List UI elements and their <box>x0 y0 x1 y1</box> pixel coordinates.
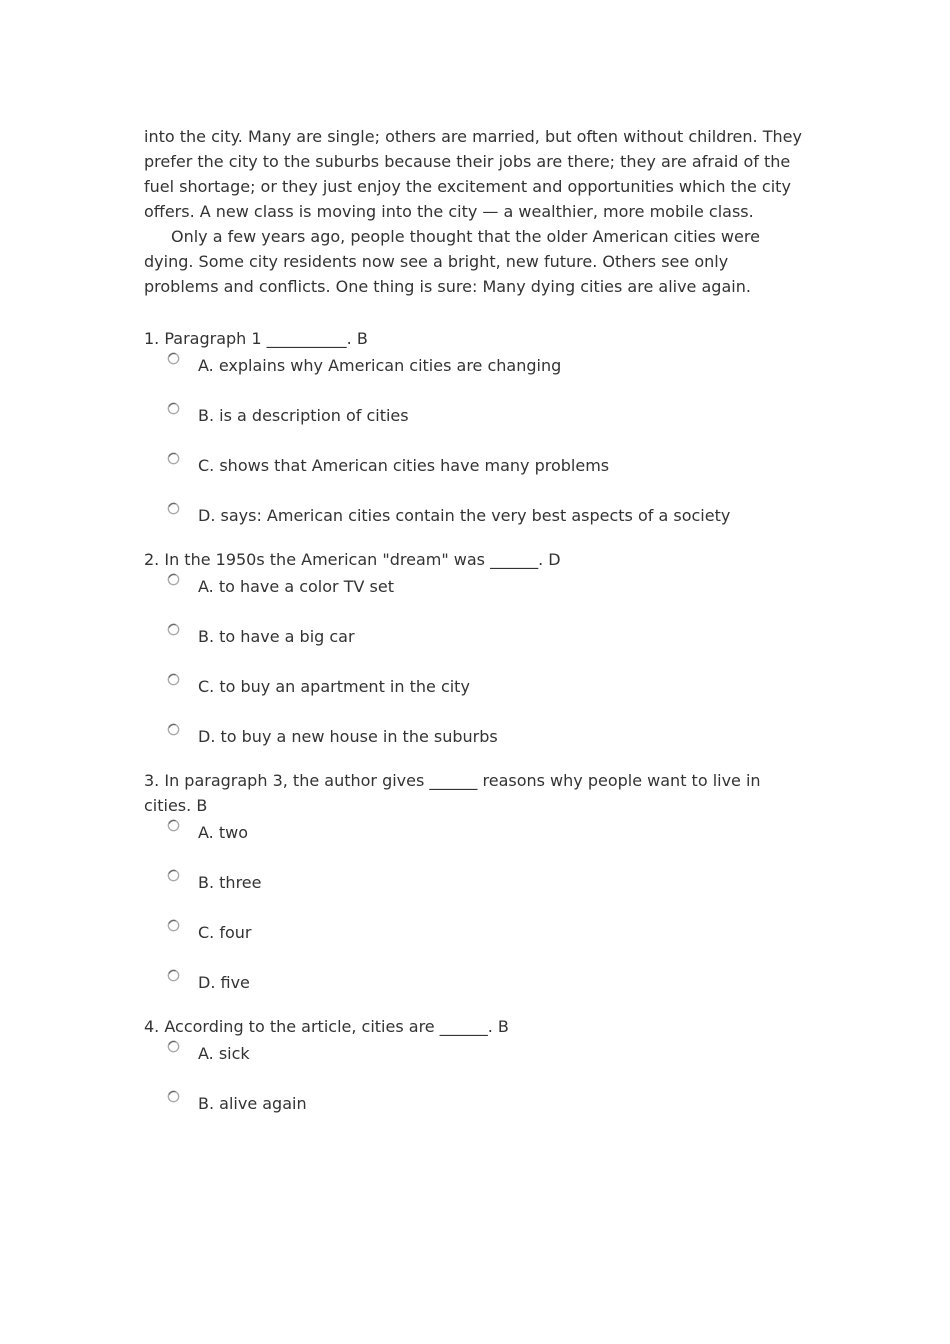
answer-option[interactable] <box>144 353 804 403</box>
radio-button-icon[interactable] <box>167 400 180 413</box>
answer-option[interactable] <box>144 624 804 674</box>
option-label: D. five <box>198 973 250 992</box>
option-list <box>144 574 804 768</box>
answer-option[interactable] <box>144 503 804 547</box>
option-list <box>144 820 804 1014</box>
radio-button-icon[interactable] <box>167 917 180 930</box>
option-label: A. explains why American cities are changing <box>198 356 562 375</box>
document-page <box>144 124 804 1135</box>
question-stem: 3. In paragraph 3, the author gives ______ reasons why people want to live in cities. B <box>144 771 761 815</box>
radio-button-icon[interactable] <box>167 967 180 980</box>
option-label: B. three <box>198 873 262 892</box>
passage-paragraph-2: Only a few years ago, people thought that the older American cities were dying. Some city residents now see a bright, new future. Others see only problems and conflicts. One thing is sure: Many dying cities are alive again. <box>144 227 760 296</box>
radio-button-icon[interactable] <box>167 721 180 734</box>
radio-button-icon[interactable] <box>167 1038 180 1051</box>
question-3 <box>144 768 804 1014</box>
radio-button-icon[interactable] <box>167 621 180 634</box>
option-label: B. is a description of cities <box>198 406 409 425</box>
radio-button-icon[interactable] <box>167 817 180 830</box>
option-label: B. alive again <box>198 1094 307 1113</box>
answer-option[interactable] <box>144 1041 804 1091</box>
passage-paragraph-1: into the city. Many are single; others are married, but often without children. They prefer the city to the suburbs because their jobs are there; they are afraid of the fuel shortage; or they just enjoy the excitement and opportunities which the city offers. A new class is moving into the city — a wealthier, more mobile class. <box>144 127 802 221</box>
option-list <box>144 353 804 547</box>
radio-button-icon[interactable] <box>167 450 180 463</box>
question-list <box>144 326 804 1135</box>
radio-button-icon[interactable] <box>167 671 180 684</box>
answer-option[interactable] <box>144 1091 804 1135</box>
answer-option[interactable] <box>144 674 804 724</box>
option-label: C. to buy an apartment in the city <box>198 677 470 696</box>
answer-option[interactable] <box>144 724 804 768</box>
answer-option[interactable] <box>144 403 804 453</box>
answer-option[interactable] <box>144 870 804 920</box>
reading-passage <box>144 124 804 299</box>
answer-option[interactable] <box>144 574 804 624</box>
radio-button-icon[interactable] <box>167 867 180 880</box>
radio-button-icon[interactable] <box>167 500 180 513</box>
question-stem: 1. Paragraph 1 __________. B <box>144 329 368 348</box>
option-label: C. shows that American cities have many problems <box>198 456 610 475</box>
option-label: D. to buy a new house in the suburbs <box>198 727 498 746</box>
option-label: B. to have a big car <box>198 627 355 646</box>
answer-option[interactable] <box>144 970 804 1014</box>
option-list <box>144 1041 804 1135</box>
option-label: A. to have a color TV set <box>198 577 394 596</box>
option-label: D. says: American cities contain the very best aspects of a society <box>198 506 731 525</box>
option-label: A. sick <box>198 1044 250 1063</box>
radio-button-icon[interactable] <box>167 571 180 584</box>
option-label: A. two <box>198 823 248 842</box>
radio-button-icon[interactable] <box>167 1088 180 1101</box>
answer-option[interactable] <box>144 920 804 970</box>
question-stem: 4. According to the article, cities are ______. B <box>144 1017 509 1036</box>
question-2 <box>144 547 804 768</box>
question-stem: 2. In the 1950s the American "dream" was ______. D <box>144 550 561 569</box>
option-label: C. four <box>198 923 252 942</box>
answer-option[interactable] <box>144 820 804 870</box>
question-4 <box>144 1014 804 1135</box>
radio-button-icon[interactable] <box>167 350 180 363</box>
answer-option[interactable] <box>144 453 804 503</box>
question-1 <box>144 326 804 547</box>
